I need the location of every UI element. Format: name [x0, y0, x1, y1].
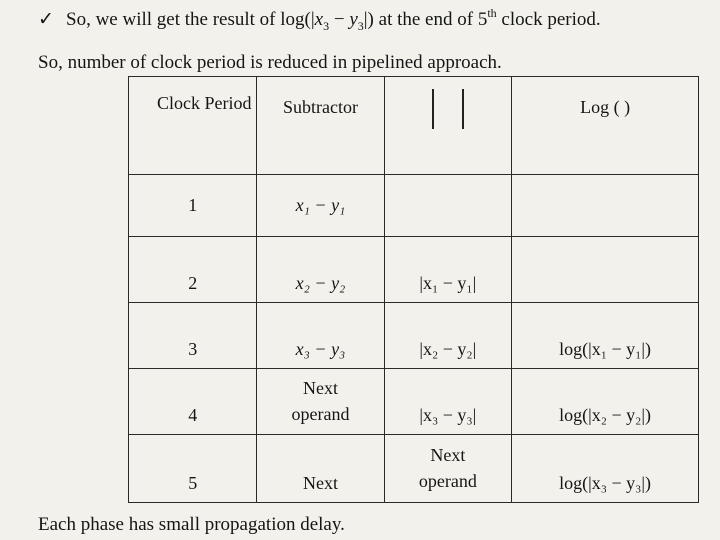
table-header-row: [129, 77, 699, 175]
table-row: [129, 303, 699, 369]
intro-text-start: So, we will get the result of log(|: [66, 9, 315, 30]
cell-period: 2: [129, 237, 257, 303]
absolute-value-bars-icon: [418, 89, 478, 129]
cell-period: 5: [129, 435, 257, 503]
var-x3: x: [314, 9, 324, 30]
header-absolute: [384, 77, 512, 175]
cell-absolute: [384, 175, 512, 237]
cell-log: log(|x₃ − y₃|): [512, 435, 699, 503]
cell-period: 4: [129, 369, 257, 435]
cell-log: [512, 175, 699, 237]
intro-text-end: clock period.: [496, 9, 601, 30]
cell-absolute: Next operand: [384, 435, 512, 503]
header-clock-period: Clock Period: [129, 77, 257, 175]
superscript-th: th: [487, 6, 497, 20]
cell-period: 3: [129, 303, 257, 369]
intro-line: [38, 8, 718, 34]
cell-log: [512, 237, 699, 303]
intro-text-mid: |) at the end of 5: [363, 9, 488, 30]
cell-subtractor: Next: [257, 435, 384, 503]
table-row: [129, 435, 699, 503]
cell-absolute: |x₃ − y₃|: [384, 369, 512, 435]
cell-subtractor: Next operand: [257, 369, 384, 435]
cell-absolute: |x₁ − y₁|: [384, 237, 512, 303]
cell-subtractor: x₃ − y₃: [257, 303, 384, 369]
cell-absolute: |x₂ − y₂|: [384, 303, 512, 369]
sub-3a: 3: [323, 18, 330, 33]
pipeline-table: [128, 76, 699, 503]
cell-subtractor: x₂ − y₂: [257, 237, 384, 303]
cell-log: log(|x₂ − y₂|): [512, 369, 699, 435]
header-subtractor: Subtractor: [257, 77, 384, 175]
minus-sign: −: [329, 9, 350, 30]
footer-line: Each phase has small propagation delay.: [38, 514, 345, 535]
var-y3: y: [349, 9, 358, 30]
check-mark-icon: ✓: [38, 9, 54, 30]
cell-period: 1: [129, 175, 257, 237]
table-row: [129, 369, 699, 435]
sub-3b: 3: [357, 18, 364, 33]
cell-subtractor: x₁ − y₁: [257, 175, 384, 237]
table-row: [129, 175, 699, 237]
header-log: Log ( ): [512, 77, 699, 175]
table-row: [129, 237, 699, 303]
cell-log: log(|x₁ − y₁|): [512, 303, 699, 369]
summary-line: So, number of clock period is reduced in pipelined approach.: [38, 52, 502, 73]
